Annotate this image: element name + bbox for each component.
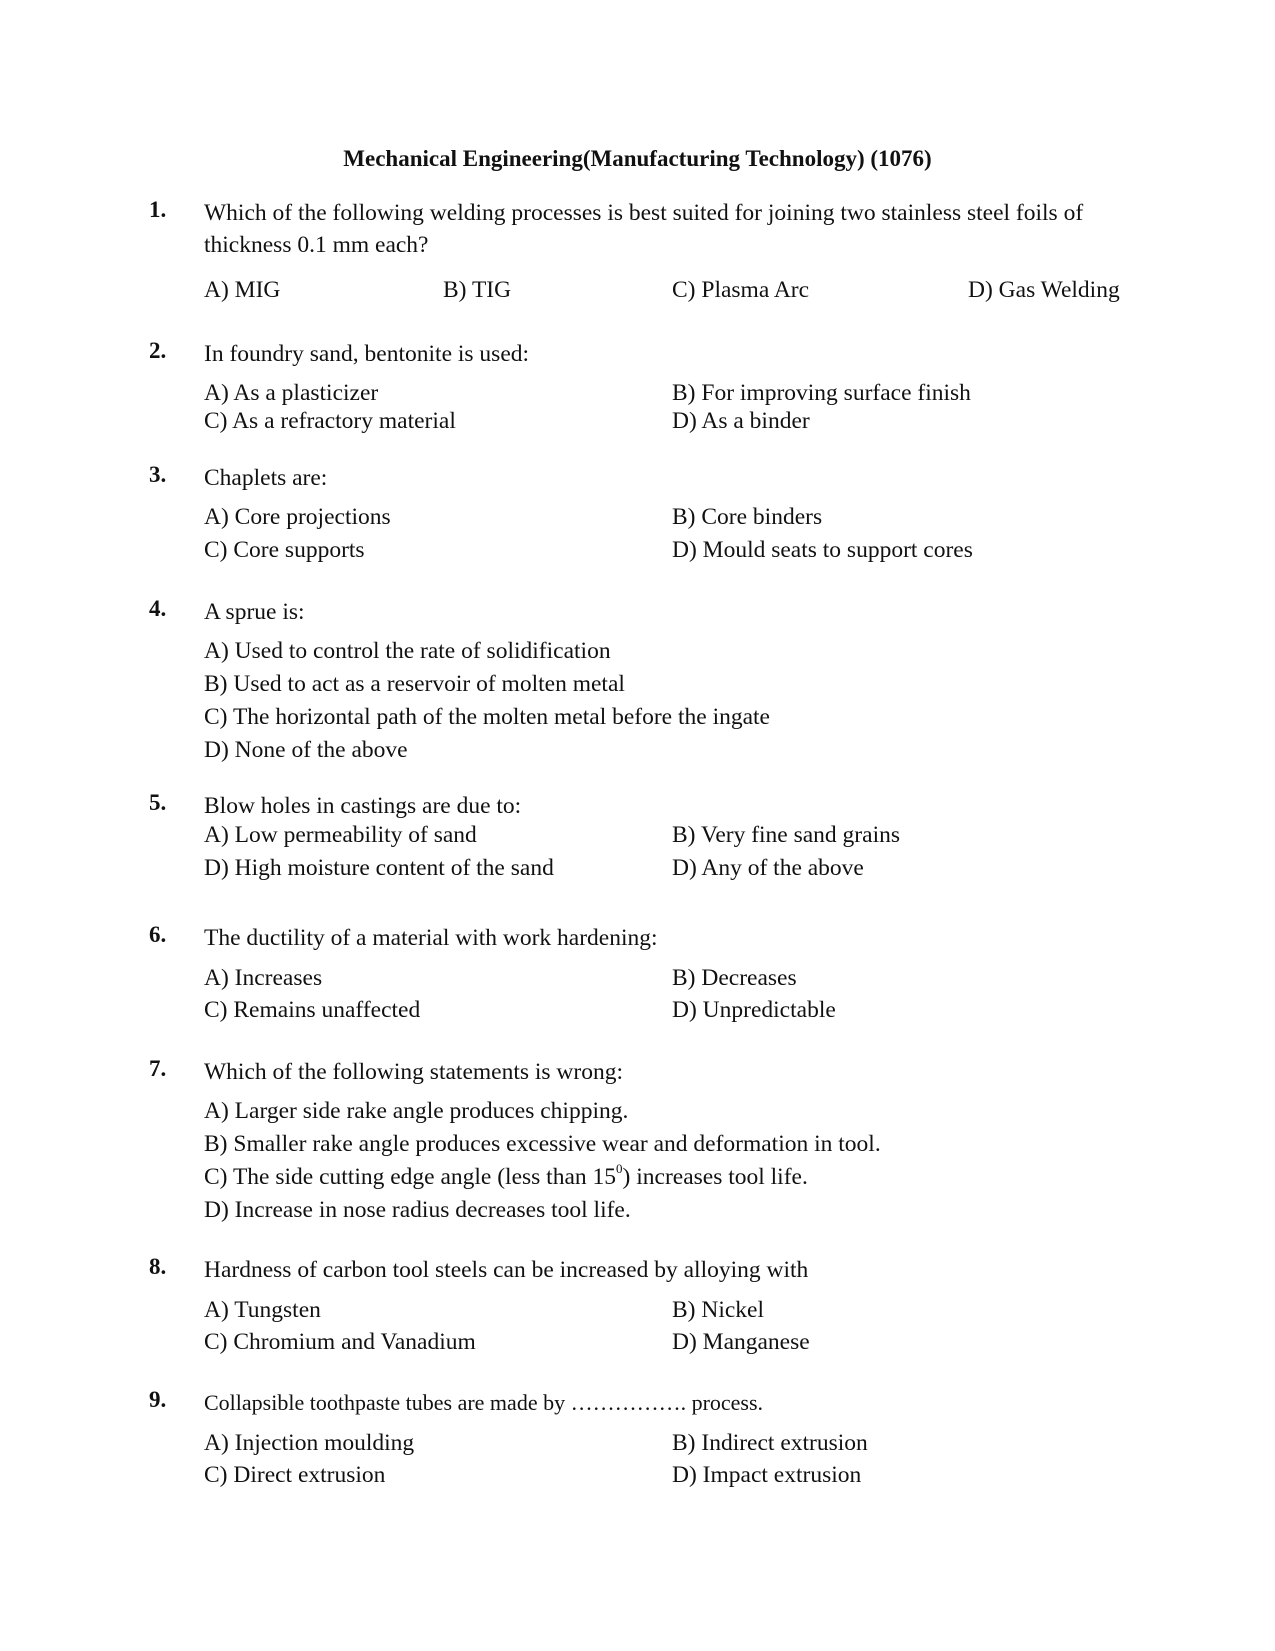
option-a: A) Tungsten (204, 1297, 321, 1323)
option-d: D) As a binder (672, 408, 810, 434)
option-c: C) Chromium and Vanadium (204, 1329, 476, 1355)
question-number: 6. (149, 922, 167, 947)
option-d: D) Increase in nose radius decreases tool life. (204, 1197, 631, 1223)
question-number: 7. (149, 1056, 167, 1081)
question-number: 2. (149, 338, 167, 363)
question-number: 5. (149, 790, 167, 815)
option-c (204, 1161, 808, 1191)
option-a: A) Used to control the rate of solidification (204, 638, 611, 664)
option-d: D) Mould seats to support cores (672, 537, 973, 563)
degree-superscript: 0 (616, 1161, 623, 1176)
option-d: D) Gas Welding (968, 277, 1120, 303)
option-d: D) Any of the above (672, 855, 864, 881)
question-number: 3. (149, 462, 167, 487)
question-text: Which of the following welding processes is best suited for joining two stainless steel foils of thickness 0.1 mm each? (204, 200, 1084, 258)
option-c: C) The horizontal path of the molten metal before the ingate (204, 704, 770, 730)
option-b: B) Smaller rake angle produces excessive wear and deformation in tool. (204, 1131, 881, 1157)
option-a: A) Larger side rake angle produces chipping. (204, 1098, 629, 1124)
option-d: D) None of the above (204, 737, 408, 763)
option-d: D) Unpredictable (672, 997, 836, 1023)
option-a: A) As a plasticizer (204, 380, 379, 406)
option-c: C) Core supports (204, 537, 365, 563)
option-c: C) Remains unaffected (204, 997, 421, 1023)
option-a: A) Low permeability of sand (204, 822, 477, 848)
option-b: B) Used to act as a reservoir of molten metal (204, 671, 625, 697)
option-b: B) Very fine sand grains (672, 822, 900, 848)
question-text: Hardness of carbon tool steels can be increased by alloying with (204, 1257, 809, 1283)
option-a: A) Injection moulding (204, 1430, 415, 1456)
option-b: B) Indirect extrusion (672, 1430, 868, 1456)
question-number: 1. (149, 197, 167, 222)
option-c: C) Plasma Arc (672, 277, 810, 303)
option-a: A) MIG (204, 277, 281, 303)
question-number: 8. (149, 1254, 167, 1279)
option-c: C) As a refractory material (204, 408, 456, 434)
option-b: B) TIG (443, 277, 512, 303)
option-b: B) Nickel (672, 1297, 765, 1323)
option-a: A) Core projections (204, 504, 391, 530)
option-c: C) Direct extrusion (204, 1462, 386, 1488)
question-number: 4. (149, 596, 167, 621)
option-c: D) High moisture content of the sand (204, 855, 554, 881)
page-title: Mechanical Engineering(Manufacturing Technology) (1076) (343, 146, 932, 171)
option-a: A) Increases (204, 965, 323, 991)
question-text: In foundry sand, bentonite is used: (204, 341, 530, 367)
option-b: B) Core binders (672, 504, 823, 530)
question-text: Which of the following statements is wrong: (204, 1059, 624, 1085)
question-text: Blow holes in castings are due to: (204, 793, 522, 819)
option-d: D) Manganese (672, 1329, 810, 1355)
question-number: 9. (149, 1387, 167, 1412)
option-b: B) Decreases (672, 965, 797, 991)
option-d: D) Impact extrusion (672, 1462, 862, 1488)
question-text: The ductility of a material with work hardening: (204, 925, 658, 951)
question-text: Chaplets are: (204, 465, 328, 491)
option-c-text-end: ) increases tool life. (622, 1164, 808, 1190)
question-text: A sprue is: (204, 599, 305, 625)
option-c-text-start: C) The side cutting edge angle (less than 15 (204, 1164, 617, 1190)
option-b: B) For improving surface finish (672, 380, 971, 406)
question-text: Collapsible toothpaste tubes are made by ……………. process. (204, 1390, 764, 1415)
